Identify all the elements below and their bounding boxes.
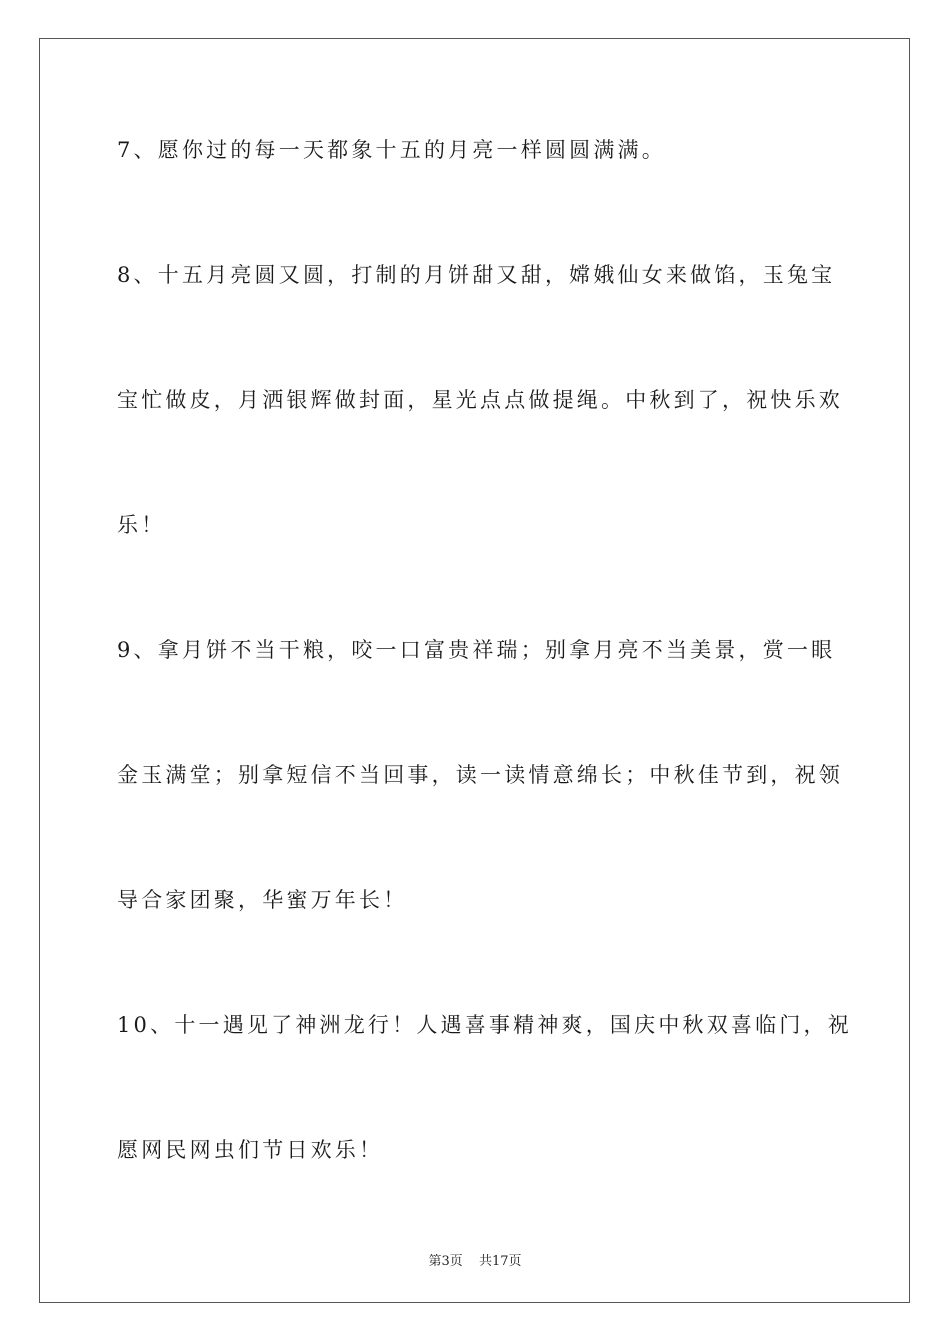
text-line: 10、十一遇见了神洲龙行！人遇喜事精神爽，国庆中秋双喜临门，祝	[117, 1013, 852, 1037]
text-line: 8、十五月亮圆又圆，打制的月饼甜又甜，嫦娥仙女来做馅，玉兔宝	[117, 263, 836, 287]
text-line: 导合家团聚，华蜜万年长！	[117, 888, 408, 912]
text-line: 9、拿月饼不当干粮，咬一口富贵祥瑞；别拿月亮不当美景，赏一眼	[117, 638, 836, 662]
text-line: 乐！	[117, 513, 166, 537]
text-line: 7、愿你过的每一天都象十五的月亮一样圆圆满满。	[117, 138, 666, 162]
text-line: 愿网民网虫们节日欢乐！	[117, 1138, 384, 1162]
text-line: 宝忙做皮，月洒银辉做封面，星光点点做提绳。中秋到了，祝快乐欢	[117, 388, 843, 412]
page-footer	[0, 1250, 950, 1269]
page-number: 第3页	[428, 1254, 463, 1269]
text-line: 金玉满堂；别拿短信不当回事，读一读情意绵长；中秋佳节到，祝领	[117, 763, 843, 787]
page-border	[39, 38, 910, 1303]
page-total: 共17页	[478, 1254, 522, 1269]
